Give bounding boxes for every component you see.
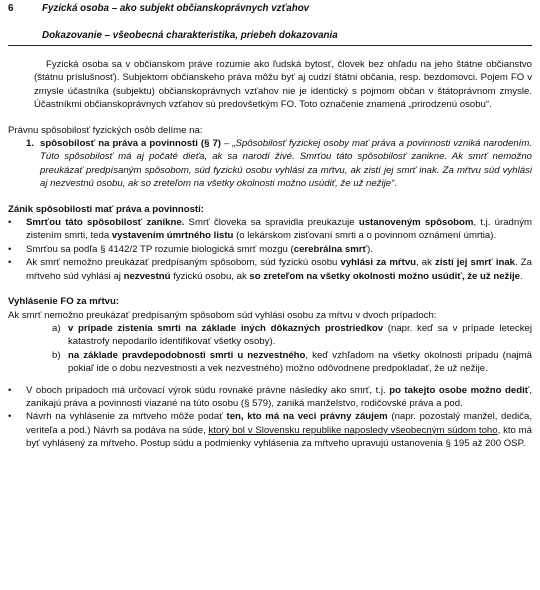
- list-item: • Ak smrť nemožno preukázať predpísaným spôsobom, súd fyzickú osobu vyhlási za mŕtvu, ak zistí jej smrť inak. Za mŕtveho súd vyhlási aj nezvestnú fyzickú osobu, ak so zreteľom na všetky okolnosti možno usúdiť, že už nežije.: [8, 257, 532, 282]
- list-item: • Návrh na vyhlásenie za mŕtveho môže podať ten, kto má na veci právny záujem (napr. pozostalý manžel, dediča, veriteľa a pod.) Návrh sa podáva na súde, ktorý bol v Slovensku republike naposledy všeobecným súdom toho, kto má byť vyhlásený za mŕtveho. Postup súdu a podmienky vyhlásenia za mŕtveho upravujú ustanovenia § 195 až 200 OSP.: [8, 411, 533, 450]
- list-item: • Smrťou táto spôsobilosť zanikne. Smrť človeka sa spravidla preukazuje ustanoveným spôsobom, t.j. úradným zistením smrti, teda vystavením úmrtného listu (o lekárskom zisťovaní smrti a o povinnom oznámení úmrtia).: [8, 217, 533, 242]
- intro-paragraph: Fyzická osoba sa v občianskom práve rozumie ako ľudská bytosť, človek bez ohľadu na jeho štátne občianstvo (štátnu príslušnosť). Subjektom občianskeho práva môžu byť aj cudzí štátni občania, resp. bezdomovci. Pojem FO v zmysle účastníka (subjektu) občianskoprávnych vzťahov nie je identický s pojmom občan v štátoprávnom zmysle. Účastníkmi občianskoprávnych vzťahov sú predovšetkým FO. Toto označenie znamená „prirodzenú osobu“.: [34, 59, 532, 111]
- document-body: [8, 58, 532, 451]
- section-heading-zanik: Zánik spôsobilosti mať práva a povinnosti:: [8, 203, 204, 215]
- header-divider: [8, 45, 532, 46]
- capacity-intro: Právnu spôsobilosť fyzických osôb delíme na:: [8, 124, 203, 136]
- bullet-icon: •: [8, 257, 12, 269]
- chapter-title: Fyzická osoba – ako subjekt občianskoprávnych vzťahov: [42, 3, 310, 14]
- bullet-icon: •: [8, 217, 12, 229]
- chapter-title-row: [8, 2, 532, 15]
- list-item: • Smrťou sa podľa § 4142/2 TP rozumie biologická smrť mozgu (cerebrálna smrť).: [8, 243, 374, 255]
- list-item: • V oboch prípadoch má určovací výrok súdu rovnaké právne následky ako smrť, t.j. po takejto osobe možno dediť, zanikajú práva a povinnosti viazané na túto osobu (§ 579), zaniká manželstvo, rodičovské práva a pod.: [8, 384, 532, 409]
- document-header: [8, 2, 532, 46]
- bullet-icon: •: [8, 411, 12, 423]
- vyhlasenie-intro: Ak smrť nemožno preukázať predpísaným spôsobom súd vyhlási osobu za mŕtvu v dvoch prípadoch:: [8, 309, 437, 321]
- chapter-number: 6: [8, 3, 14, 14]
- bullet-icon: •: [8, 243, 12, 255]
- section-heading-vyhlasenie: Vyhlásenie FO za mŕtvu:: [8, 296, 120, 308]
- capacity-item-1: [26, 137, 532, 191]
- sub-item-a: a) v prípade zistenia smrti na základe iných dôkazných prostriedkov (napr. keď sa v prípade leteckej katastrofy nepodarilo identifikovať všetky osoby).: [52, 322, 532, 348]
- capacity-item-number: 1.: [26, 138, 35, 150]
- capacity-item-text: spôsobilosť na práva a povinnosti (§ 7) – „Spôsobilosť fyzickej osoby mať práva a povinnosti vzniká narodením. Túto spôsobilosť má aj počaté dieťa, ak sa narodí živé. Smrťou táto spôsobilosť zanikne. Ak smrť nemožno preukázať predpísaným spôsobom, súd fyzickú osobu vyhlási za mŕtvu, ak zistí jej smrť inak. Za mŕtvu súd vyhlási aj nezvestnú osobu, ak so zreteľom na všetky okolnosti možno usúdiť, že už nežije“.: [40, 138, 532, 190]
- bullet-icon: •: [8, 384, 12, 396]
- sub-item-b: b) na základe pravdepodobnosti smrti u nezvestného, keď vzhľadom na všetky okolnosti prípadu (najmä pokiaľ ide o dobu nezvestnosti a vek nezvestného) možno odôvodnene predpokladať, že už nežije.: [52, 349, 533, 375]
- chapter-subtitle: Dokazovanie – všeobecná charakteristika, priebeh dokazovania: [42, 30, 338, 42]
